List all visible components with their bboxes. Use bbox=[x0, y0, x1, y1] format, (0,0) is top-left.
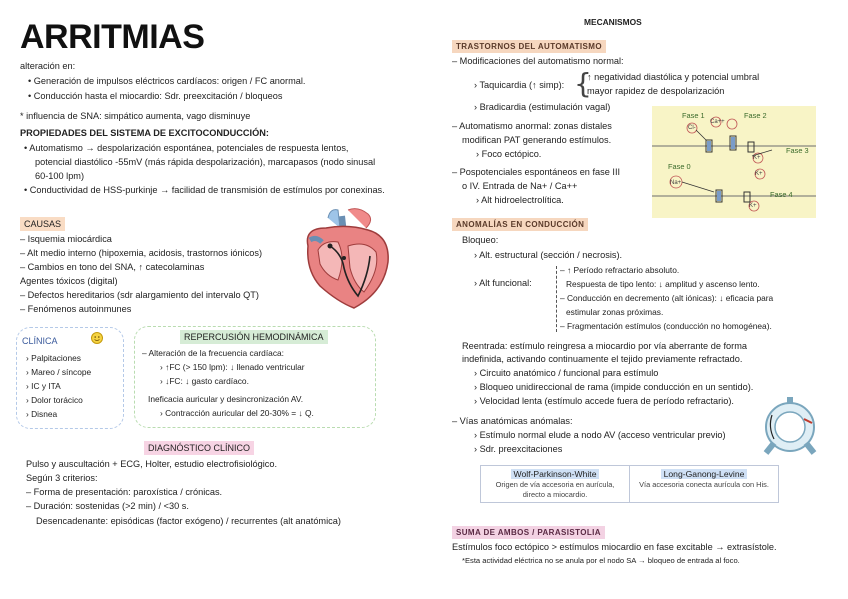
causa-item: Agentes tóxicos (digital) bbox=[20, 276, 118, 286]
taquicardia-label: › Taquicardia (↑ simp): bbox=[474, 80, 565, 90]
ion-label: Cl- bbox=[688, 125, 696, 131]
causa-item: – Alt medio interno (hipoxemia, acidosis, trastornos iónicos) bbox=[20, 248, 263, 258]
automatismo-heading: TRASTORNOS DEL AUTOMATISMO bbox=[452, 40, 606, 53]
ion-label: Ca++ bbox=[710, 119, 725, 125]
clinica-item: › Palpitaciones bbox=[26, 353, 81, 363]
properties-heading: PROPIEDADES DEL SISTEMA DE EXCITOCONDUCCIÓN: bbox=[20, 128, 269, 138]
funcional-line: – ↑ Período refractario absoluto. bbox=[560, 265, 680, 275]
anormal-line: modifican PAT generando estímulos. bbox=[462, 135, 612, 145]
funcional-line: estimular zonas próximas. bbox=[566, 307, 664, 317]
lgl-cell bbox=[630, 466, 779, 503]
repercusion-line: › ↓FC: ↓ gasto cardíaco. bbox=[160, 376, 249, 386]
reentrada-item: › Circuito anatómico / funcional para estímulo bbox=[474, 368, 659, 378]
causa-item: – Fenómenos autoinmunes bbox=[20, 304, 132, 314]
heart-illustration bbox=[298, 206, 396, 312]
repercusion-line: › ↑FC (> 150 lpm): ↓ llenado ventricular bbox=[160, 362, 305, 372]
repercusion-line: – Alteración de la frecuencia cardíaca: bbox=[142, 348, 284, 358]
vias-line: – Vías anatómicas anómalas: bbox=[452, 416, 573, 426]
intro-note: * influencia de SNA: simpático aumenta, vago disminuye bbox=[20, 111, 251, 121]
intro-bullet: • Generación de impulsos eléctricos cardíacos: origen / FC anormal. bbox=[28, 76, 306, 86]
clinica-item: › Dolor torácico bbox=[26, 395, 83, 405]
phase-label: Fase 1 bbox=[682, 111, 705, 120]
automatism-line: • Automatismo → despolarización espontánea, potenciales de respuesta lentos, bbox=[24, 143, 349, 153]
intro-bullet: • Conducción hasta el miocardio: Sdr. preexcitación / bloqueos bbox=[28, 91, 283, 101]
causas-heading: CAUSAS bbox=[20, 217, 65, 231]
vias-item: › Estímulo normal elude a nodo AV (acceso ventricular previo) bbox=[474, 430, 726, 440]
wpw-cell bbox=[481, 466, 630, 503]
page-title: ARRITMIAS bbox=[20, 18, 205, 56]
lgl-body: Vía accesoria conecta aurícula con His. bbox=[639, 480, 769, 489]
anomalias-heading: ANOMALÍAS EN CONDUCCIÓN bbox=[452, 218, 588, 231]
funcional-line: Respuesta de tipo lento: ↓ amplitud y ascenso lento. bbox=[566, 279, 760, 289]
funcional-bracket bbox=[556, 266, 557, 332]
automatismo-line: – Modificaciones del automatismo normal: bbox=[452, 56, 624, 66]
repercusion-heading: REPERCUSIÓN HEMODINÁMICA bbox=[180, 330, 328, 344]
funcional-line: – Fragmentación estímulos (conducción no homogénea). bbox=[560, 321, 772, 331]
repercusion-line: › Contracción auricular del 20-30% = ↓ Q. bbox=[160, 408, 314, 418]
taquicardia-detail: ↑ negatividad diastólica y potencial umbral bbox=[587, 72, 760, 82]
ion-label: K+ bbox=[755, 171, 763, 177]
diagnostico-line: – Duración: sostenidas (>2 min) / <30 s. bbox=[26, 501, 189, 511]
reentrada-item: › Bloqueo unidireccional de rama (impide conducción en un sentido). bbox=[474, 382, 754, 392]
phase-label: Fase 4 bbox=[770, 190, 793, 199]
reentrada-line: indefinida, activando continuamente el tejido previamente refractado. bbox=[462, 354, 743, 364]
brace: { bbox=[574, 67, 592, 100]
pospotenciales-line: o IV. Entrada de Na+ / Ca++ bbox=[462, 181, 578, 191]
suma-note: *Esta actividad eléctrica no se anula por el nodo SA → bloqueo de entrada al foco. bbox=[462, 556, 740, 565]
repercusion-line: Ineficacia auricular y desincronización AV. bbox=[148, 394, 304, 404]
ion-label: K+ bbox=[749, 203, 757, 209]
diagnostico-line: Según 3 criterios: bbox=[26, 473, 98, 483]
bradicardia-line: › Bradicardia (estimulación vagal) bbox=[474, 102, 611, 112]
causa-item: – Defectos hereditarios (sdr alargamiento del intervalo QT) bbox=[20, 290, 259, 300]
reentry-circuit-illustration bbox=[760, 397, 820, 457]
funcional-label: › Alt funcional: bbox=[474, 278, 532, 288]
pospotenciales-line: › Alt hidroelectrolítica. bbox=[476, 195, 564, 205]
funcional-line: – Conducción en decremento (alt iónicas): ↓ eficacia para bbox=[560, 293, 774, 303]
reentrada-item: › Velocidad lenta (estímulo accede fuera de período refractario). bbox=[474, 396, 734, 406]
reentrada-line: Reentrada: estímulo reingresa a miocardio por vía aberrante de forma bbox=[462, 341, 747, 351]
clinica-item: › IC y ITA bbox=[26, 381, 61, 391]
diagnostico-heading: DIAGNÓSTICO CLÍNICO bbox=[144, 441, 254, 455]
diagnostico-line: Pulso y auscultación + ECG, Holter, estudio electrofisiológico. bbox=[26, 459, 277, 469]
clinica-item: › Mareo / síncope bbox=[26, 367, 92, 377]
bloqueo-line: › Alt. estructural (sección / necrosis). bbox=[474, 250, 623, 260]
conductivity-line: • Conductividad de HSS-purkinje → facilidad de transmisión de estímulos por conexinas. bbox=[24, 185, 385, 195]
mecanismos-heading: MECANISMOS bbox=[584, 17, 642, 27]
ion-label: K+ bbox=[753, 155, 761, 161]
anormal-line: – Automatismo anormal: zonas distales bbox=[452, 121, 612, 131]
bloqueo-label: Bloqueo: bbox=[462, 235, 499, 245]
suma-heading: SUMA DE AMBOS / PARASISTOLIA bbox=[452, 526, 605, 539]
wpw-body: Origen de vía accesoria en aurícula, directo a miocardio. bbox=[495, 480, 615, 499]
vias-item: › Sdr. preexcitaciones bbox=[474, 444, 563, 454]
clinica-heading: CLÍNICA bbox=[22, 336, 58, 346]
preexcitation-table bbox=[480, 465, 779, 503]
causa-item: – Cambios en tono del SNA, ↑ catecolaminas bbox=[20, 262, 205, 272]
ion-label: Na+ bbox=[670, 180, 682, 186]
suma-line: Estímulos foco ectópico > estímulos miocardio en fase excitable → extrasístole. bbox=[452, 542, 777, 552]
pospotenciales-line: – Pospotenciales espontáneos en fase III bbox=[452, 167, 621, 177]
automatism-line: 60-100 lpm) bbox=[35, 171, 85, 181]
lgl-title: Long-Ganong-Levine bbox=[634, 468, 774, 480]
clinica-item: › Disnea bbox=[26, 409, 58, 419]
anormal-line: › Foco ectópico. bbox=[476, 149, 542, 159]
taquicardia-detail: mayor rapidez de despolarización bbox=[587, 86, 725, 96]
phase-label: Fase 0 bbox=[668, 162, 691, 171]
diagnostico-line: Desencadenante: episódicas (factor exógeno) / recurrentes (alt anatómica) bbox=[36, 516, 341, 526]
diagnostico-line: – Forma de presentación: paroxística / crónicas. bbox=[26, 487, 223, 497]
phase-label: Fase 3 bbox=[786, 146, 809, 155]
sun-icon bbox=[90, 331, 104, 345]
wpw-title: Wolf-Parkinson-White bbox=[485, 468, 625, 480]
causa-item: – Isquemia miocárdica bbox=[20, 234, 112, 244]
automatism-line: potencial diastólico -55mV (más rápida despolarización), marcapasos (nodo sinusal bbox=[35, 157, 376, 167]
phase-label: Fase 2 bbox=[744, 111, 767, 120]
intro-lead: alteración en: bbox=[20, 61, 76, 71]
phase-diagram bbox=[652, 106, 816, 218]
